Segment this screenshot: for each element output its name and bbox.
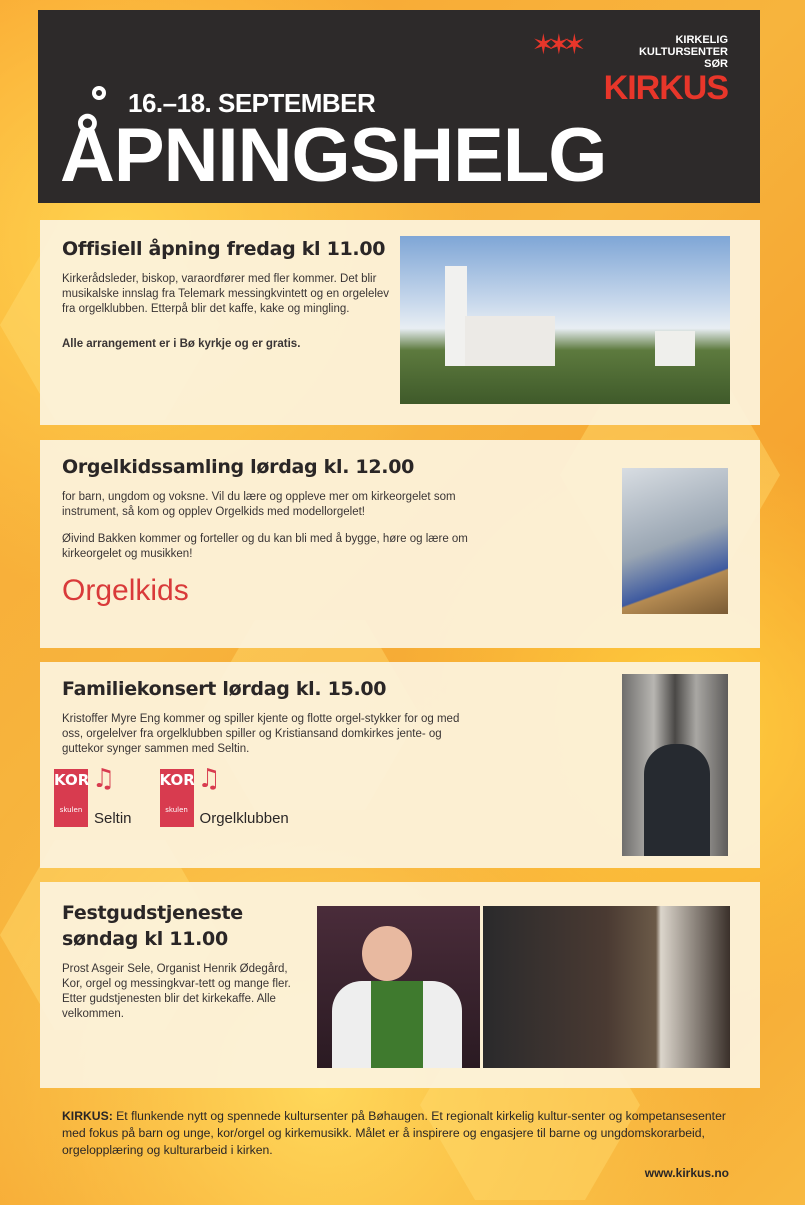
church-tower xyxy=(445,266,467,366)
footer-description: Et flunkende nytt og spennede kultursenter på Bøhaugen. Et regionalt kirkelig kultur-senter og kompetansesenter med fokus på barn og unge, kor/orgel og kirkemusikk. Målet er å inspirere og engasjere til barne og ungdomskorarbeid, orgelopplæring og kulturarbeid i kirken. xyxy=(62,1109,726,1157)
event-title: Orgelkidssamling lørdag kl. 12.00 xyxy=(62,456,415,478)
event-title: Festgudstjeneste søndag kl 11.00 xyxy=(62,902,243,950)
event-text: for barn, ungdom og voksne. Vil du lære og oppleve mer om kirkeorgelet som instrument, så kom og opplev Orgelkids med modellorgelet! xyxy=(62,491,456,518)
korskulen-seltin-logo xyxy=(54,764,132,827)
priest-photo xyxy=(317,906,480,1068)
event-text: Kristoffer Myre Eng kommer og spiller kjente og flotte orgel-stykker for og med oss, orgelelver fra orgelklubben spiller og Kristiansand domkirkes jente- og guttekor synger sammen med Seltin. xyxy=(62,713,460,755)
organist-photo xyxy=(622,674,728,856)
people-icon: ✶✶✶ xyxy=(531,29,579,60)
kor-name: Seltin xyxy=(94,810,132,827)
event-text: Øivind Bakken kommer og forteller og du kan bli med å bygge, høre og lære om kirkeorgelet og musikken! xyxy=(62,533,468,560)
church-photo xyxy=(400,236,730,404)
face xyxy=(362,926,412,981)
event-card-concert xyxy=(40,662,760,868)
korskulen-orgelklubben-logo xyxy=(159,764,289,827)
kor-box xyxy=(160,769,194,827)
event-card-opening xyxy=(40,220,760,425)
logo-line: SØR xyxy=(704,58,728,70)
page-title: ÅPNINGSHELG xyxy=(60,113,607,198)
church-building xyxy=(465,316,555,366)
footer-text xyxy=(62,1108,742,1159)
event-text: Prost Asgeir Sele, Organist Henrik Ødegård, Kor, orgel og messingkvar-tett og mange fler. Etter gudstjenesten blir det kirkekaffe. Alle velkommen. xyxy=(62,963,291,1020)
logo-line: KULTURSENTER xyxy=(638,46,728,58)
event-note: Alle arrangement er i Bø kyrkje og er gratis. xyxy=(62,338,301,350)
kor-text: KOR xyxy=(159,771,195,789)
organ-builder-photo xyxy=(622,468,728,614)
header-banner xyxy=(38,10,760,203)
event-text-column xyxy=(54,676,482,827)
kor-name: Orgelklubben xyxy=(199,810,289,827)
vestment xyxy=(332,981,462,1068)
event-title: Familiekonsert lørdag kl. 15.00 xyxy=(62,678,387,700)
kirkus-logo xyxy=(531,29,728,107)
event-text-column xyxy=(62,454,502,608)
event-text-column xyxy=(62,900,307,1034)
ring-icon xyxy=(92,86,106,100)
logo-name: KIRKUS xyxy=(603,69,728,107)
small-church xyxy=(655,331,695,366)
kor-small-text: skulen xyxy=(59,806,83,814)
event-card-orgelkids xyxy=(40,440,760,648)
kor-text: KOR xyxy=(54,771,90,789)
event-title: Offisiell åpning fredag kl 11.00 xyxy=(62,238,386,260)
music-note-icon: ♫ xyxy=(92,764,116,794)
music-note-icon: ♫ xyxy=(197,764,221,794)
person-silhouette xyxy=(644,744,710,856)
logo-line: KIRKELIG xyxy=(675,34,728,46)
event-text-column xyxy=(62,236,402,364)
website-link[interactable]: www.kirkus.no xyxy=(644,1166,729,1180)
event-text: Kirkerådsleder, biskop, varaordfører med fler kommer. Det blir musikalske innslag fra Telemark messingkvintett og en orgelelev fra orgelklubben. Etterpå blir det kaffe, kake og mingling. xyxy=(62,273,390,315)
orgelkids-logo: Orgelkids xyxy=(62,574,189,607)
kor-logos xyxy=(54,764,482,827)
footer-label: KIRKUS: xyxy=(62,1109,113,1123)
kor-small-text: skulen xyxy=(165,806,188,814)
event-card-service xyxy=(40,882,760,1088)
kor-box xyxy=(54,769,88,827)
organist-playing-photo xyxy=(483,906,730,1068)
date-text: 16.–18. SEPTEMBER xyxy=(128,88,376,118)
